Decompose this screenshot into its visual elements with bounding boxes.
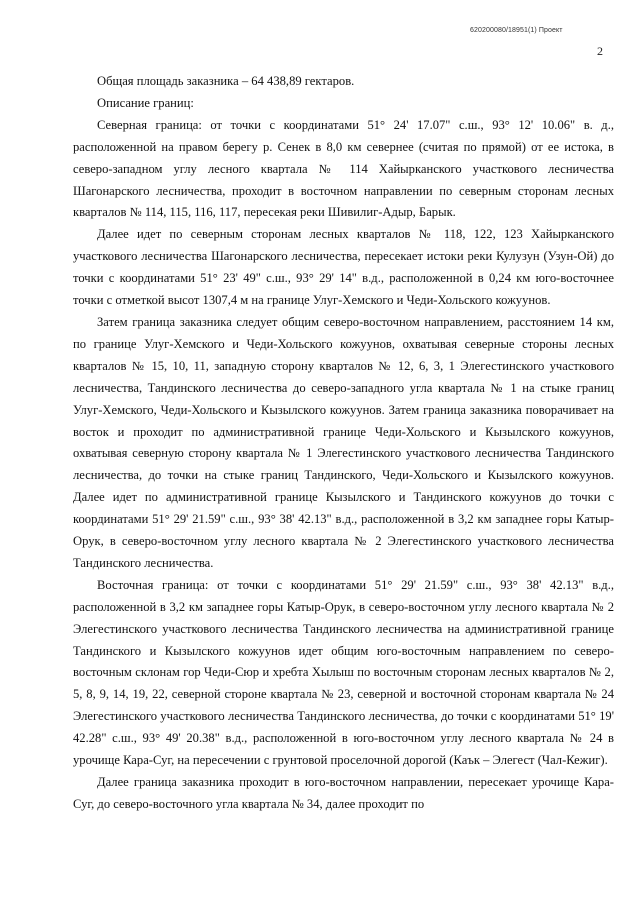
document-body <box>73 71 614 816</box>
page-number: 2 <box>597 44 603 58</box>
paragraph-north-continued: Далее идет по северным сторонам лесных кварталов № 118, 122, 123 Хайырканского участкового лесничества Шагонарского лесничества, пересекает истоки реки Кулузун (Узун-Ой) до точки с координатами 51° 23' 49" с.ш., 93° 29' 14" в.д., расположенной в 0,24 км юго-восточнее точки с отметкой высот 1307,4 м на границе Улуг-Хемского и Чеди-Хольского кожуунов. <box>73 227 614 308</box>
paragraph-east-boundary: Восточная граница: от точки с координатами 51° 29' 21.59" с.ш., 93° 38' 42.13" в.д., расположенной в 3,2 км западнее горы Катыр-Орук, в северо-восточном углу лесного квартала № 2 Элегестинского участкового лесничества Тандинского лесничества на административной границе Тандинского и Кызылского кожуунов идет общим юго-восточным направлением по северо-восточным склонам гор Чеди-Сюр и хребта Хылыш по восточным сторонам лесных кварталов № 2, 5, 8, 9, 14, 19, 22, северной стороне квартала № 23, северной и восточной сторонам квартала № 24 Элегестинского участкового лесничества Тандинского лесничества, до точки с координатами 51° 19' 42.28" с.ш., 93° 49' 20.38" в.д., расположенной в юго-восточном углу лесного квартала № 24 в урочище Кара-Суг, на пересечении с грунтовой проселочной дорогой (Каък – Элегест (Чал-Кежиг). <box>73 577 614 768</box>
paragraph-total-area: Общая площадь заказника – 64 438,89 гектаров. <box>97 74 355 88</box>
document-id: 620200080/18951(1) Проект <box>470 27 563 34</box>
paragraph-southeast-continued: Далее граница заказника проходит в юго-восточном направлении, пересекает урочище Кара-Суг, до северо-восточного угла квартала № 34, далее проходит по <box>73 775 614 811</box>
paragraph-northeast-boundary: Затем граница заказника следует общим северо-восточном направлением, расстоянием 14 км, по границе Улуг-Хемского и Чеди-Хольского кожуунов, охватывая северные стороны лесных кварталов № 15, 10, 11, западную сторону кварталов № 12, 6, 3, 1 Элегестинского участкового лесничества, Тандинского лесничества до северо-западного угла квартала № 1 на стыке границ Улуг-Хемского, Чеди-Хольского и Кызылского кожуунов. Затем граница заказника поворачивает на восток и проходит по административной границе Чеди-Хольского и Кызылского кожуунов, охватывая северную сторону квартала № 1 Элегестинского участкового лесничества Тандинского лесничества, до точки на стыке границ Тандинского, Чеди-Хольского и Кызылского кожуунов. Далее идет по административной границе Кызылского и Тандинского кожуунов до точки с координатами 51° 29' 21.59" с.ш., 93° 38' 42.13" в.д., расположенной в 3,2 км западнее горы Катыр-Орук, в северо-восточном углу лесного квартала № 2 Элегестинского участкового лесничества Тандинского лесничества. <box>73 314 614 570</box>
paragraph-north-boundary: Северная граница: от точки с координатами 51° 24' 17.07" с.ш., 93° 12' 10.06" в. д., расположенной на правом берегу р. Сенек в 8,0 км севернее (считая по прямой) от ее истока, в северо-западном углу лесного квартала № 114 Хайырканского участкового лесничества Шагонарского лесничества, проходит в восточном направлении по северным сторонам лесных кварталов № 114, 115, 116, 117, пересекая реки Шивилиг-Адыр, Барык. <box>73 117 614 220</box>
paragraph-boundary-heading: Описание границ: <box>97 95 194 110</box>
